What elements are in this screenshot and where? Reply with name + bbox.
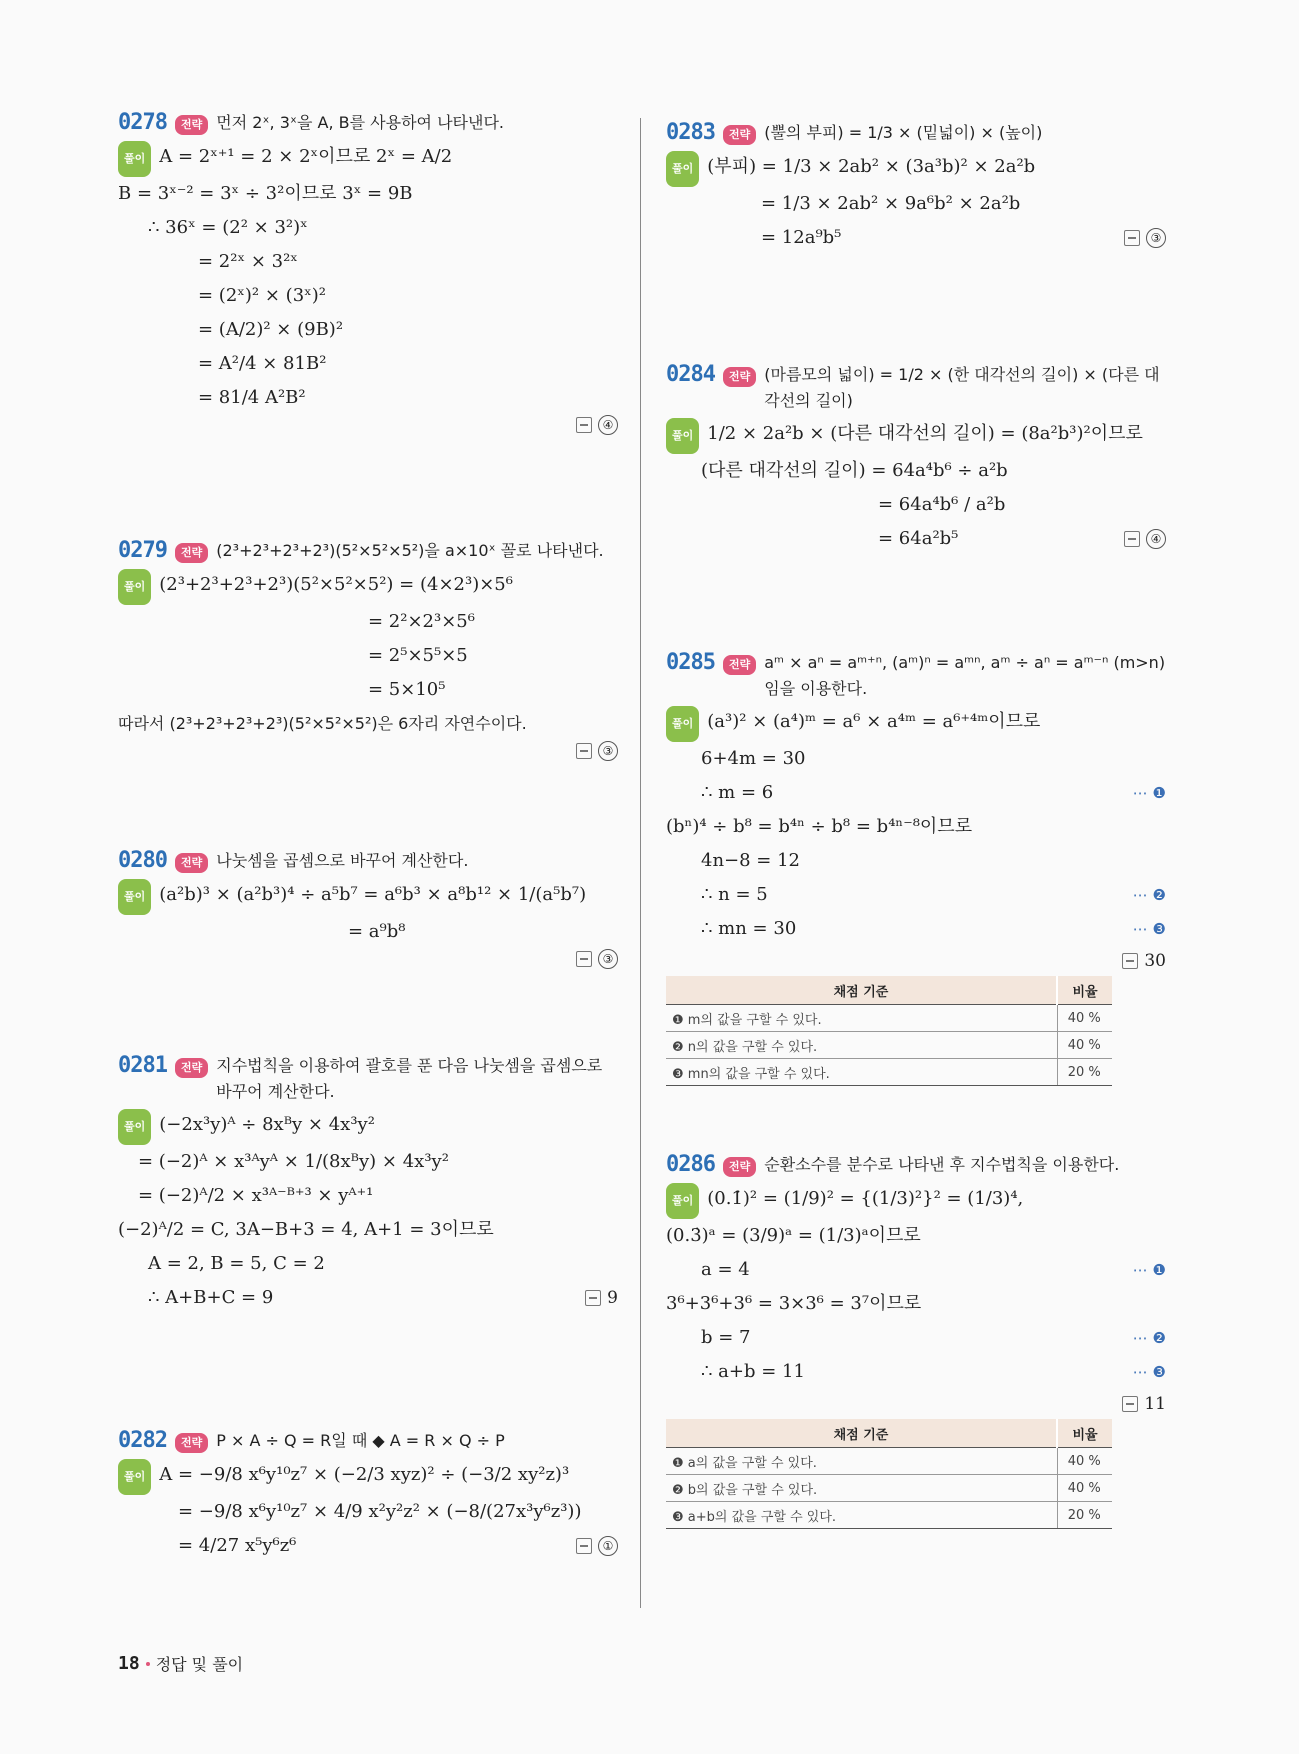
problem-number: 0286 [666,1152,715,1177]
criterion: ❸ mn의 값을 구할 수 있다. [666,1059,1057,1086]
solution-badge: 풀이 [118,879,151,915]
solution-badge: 풀이 [118,141,151,177]
problem-0278 [118,110,618,435]
answer [118,741,618,761]
math-line: = (−2)ᴬ/2 × x³ᴬ⁻ᴮ⁺³ × yᴬ⁺¹ [138,1185,374,1207]
problem-number: 0278 [118,110,167,135]
math-line: A = −9/8 x⁶y¹⁰z⁷ × (−2/3 xyz)² ÷ (−3/2 xy²z)³ [159,1463,570,1485]
strategy-badge: 전략 [175,115,208,135]
conclusion-text: 따라서 (2³+2³+2³+2³)(5²×5²×5²)은 6자리 자연수이다. [118,714,527,734]
math-line: ∴ a+b = 11 [701,1361,805,1383]
answer-value: 30 [1144,951,1166,972]
problem-0286 [666,1152,1166,1529]
answer-value: ④ [1146,529,1166,549]
math-line: 4n−8 = 12 [701,850,801,872]
grading-table [666,976,1112,1086]
answer-value: 11 [1144,1394,1166,1415]
math-line: A = 2, B = 5, C = 2 [148,1253,325,1275]
strategy-badge: 전략 [723,367,756,387]
problem-0284 [666,362,1166,556]
problem-0282 [118,1428,618,1563]
math-line: = 2²×2³×5⁶ [368,611,475,633]
strategy-badge: 전략 [723,125,756,145]
step-marker: ⋯ ❷ [1132,1329,1166,1348]
math-line: = 2⁵×5⁵×5 [368,645,468,667]
strategy-hint: aᵐ × aⁿ = aᵐ⁺ⁿ, (aᵐ)ⁿ = aᵐⁿ, aᵐ ÷ aⁿ = aᵐ⁻ⁿ (m>n)임을 이용한다. [764,653,1166,698]
criterion: ❷ b의 값을 구할 수 있다. [666,1475,1057,1502]
answer-value: ③ [598,949,618,969]
math-line: = −9/8 x⁶y¹⁰z⁷ × 4/9 x²y²z² × (−8/(27x³y⁶z³)) [178,1501,582,1523]
math-line: = 64a²b⁵ [878,528,959,550]
solution-badge: 풀이 [666,706,699,742]
answer-value: ③ [598,741,618,761]
math-line: = 12a⁹b⁵ [761,227,842,249]
strategy-hint: (2³+2³+2³+2³)(5²×5²×5²)을 a×10ˣ 꼴로 나타낸다. [216,541,604,560]
answer [666,946,1166,976]
math-line: ∴ m = 6 [701,782,774,804]
math-line: b = 7 [701,1327,751,1349]
strategy-hint: 먼저 2ˣ, 3ˣ을 A, B를 사용하여 나타낸다. [216,113,504,132]
math-line: = 1/3 × 2ab² × 9a⁶b² × 2a²b [761,193,1021,215]
math-line: (2³+2³+2³+2³)(5²×5²×5²) = (4×2³)×5⁶ [159,573,513,595]
problem-number: 0279 [118,538,167,563]
answer [666,1389,1166,1419]
strategy-hint: 순환소수를 분수로 나타낸 후 지수법칙을 이용한다. [764,1155,1120,1174]
strategy-badge: 전략 [175,853,208,873]
math-line: (a²b)³ × (a²b³)⁴ ÷ a⁵b⁷ = a⁶b³ × a⁸b¹² × 1/(a⁵b⁷) [159,883,587,905]
solution-badge: 풀이 [118,1459,151,1495]
problem-number: 0283 [666,120,715,145]
column-divider [640,118,641,1608]
problem-0281 [118,1053,618,1315]
math-line: a = 4 [701,1259,750,1281]
math-line: 3⁶+3⁶+3⁶ = 3×3⁶ = 3⁷이므로 [666,1293,922,1315]
strategy-badge: 전략 [175,543,208,563]
table-row [666,1502,1112,1529]
math-line: = 64a⁴b⁶ / a²b [878,494,1006,516]
answer-icon [1122,953,1138,969]
answer [1124,529,1166,549]
problem-number: 0280 [118,848,167,873]
strategy-hint: (뿔의 부피) = 1/3 × (밑넓이) × (높이) [764,123,1043,142]
page-footer [118,1652,243,1675]
math-line: = a⁹b⁸ [348,921,406,943]
answer [576,1536,618,1556]
ratio: 20 % [1057,1059,1112,1086]
problem-number: 0281 [118,1053,167,1078]
problem-number: 0282 [118,1428,167,1453]
ratio: 20 % [1057,1502,1112,1529]
problem-number: 0284 [666,362,715,387]
solution-badge: 풀이 [666,151,699,187]
problem-0283 [666,120,1166,255]
table-header: 채점 기준 [666,976,1057,1005]
problem-0280 [118,848,618,969]
ratio: 40 % [1057,1475,1112,1502]
table-header: 비율 [1057,976,1112,1005]
answer-icon [576,743,592,759]
math-line: (0.1̇)² = (1/9)² = {(1/3)²}² = (1/3)⁴, [707,1187,1024,1209]
ratio: 40 % [1057,1032,1112,1059]
step-marker: ⋯ ❷ [1132,886,1166,905]
table-row [666,1475,1112,1502]
answer-icon [1124,230,1140,246]
page-number: 18 [118,1653,140,1674]
math-line: ∴ n = 5 [701,884,768,906]
strategy-hint: 지수법칙을 이용하여 괄호를 푼 다음 나눗셈을 곱셈으로 바꾸어 계산한다. [216,1056,603,1101]
strategy-hint: (마름모의 넓이) = 1/2 × (한 대각선의 길이) × (다른 대각선의 길이) [764,365,1160,410]
strategy-badge: 전략 [723,655,756,675]
solution-badge: 풀이 [118,1109,151,1145]
table-row [666,1005,1112,1032]
table-header: 비율 [1057,1419,1112,1448]
math-line: (−2x³y)ᴬ ÷ 8xᴮy × 4x³y² [159,1113,375,1135]
strategy-hint: 나눗셈을 곱셈으로 바꾸어 계산한다. [216,851,469,870]
solution-badge: 풀이 [666,418,699,454]
answer-icon [1124,531,1140,547]
math-line: = 5×10⁵ [368,679,446,701]
math-line: (bⁿ)⁴ ÷ b⁸ = b⁴ⁿ ÷ b⁸ = b⁴ⁿ⁻⁸이므로 [666,816,973,838]
answer-icon [576,417,592,433]
math-line: = (A/2)² × (9B)² [198,319,344,341]
math-line: 6+4m = 30 [701,748,806,770]
math-line: = 2²ˣ × 3²ˣ [198,251,298,273]
answer [585,1283,618,1313]
strategy-hint: P × A ÷ Q = R일 때 ◆ A = R × Q ÷ P [216,1431,505,1450]
problem-0279 [118,538,618,761]
bullet-icon [146,1662,150,1666]
answer [118,949,618,969]
criterion: ❶ a의 값을 구할 수 있다. [666,1448,1057,1475]
math-line: (−2)ᴬ/2 = C, 3A−B+3 = 4, A+1 = 3이므로 [118,1219,494,1241]
table-header: 채점 기준 [666,1419,1057,1448]
math-line: (a³)² × (a⁴)ᵐ = a⁶ × a⁴ᵐ = a⁶⁺⁴ᵐ이므로 [707,710,1041,732]
ratio: 40 % [1057,1448,1112,1475]
answer-value: ① [598,1536,618,1556]
step-marker: ⋯ ❶ [1132,784,1166,803]
answer [118,415,618,435]
grading-table [666,1419,1112,1529]
math-line: ∴ mn = 30 [701,918,797,940]
footer-title: 정답 및 풀이 [155,1655,244,1674]
strategy-badge: 전략 [175,1058,208,1078]
answer-value: ④ [598,415,618,435]
math-line: = (2ˣ)² × (3ˣ)² [198,285,327,307]
strategy-badge: 전략 [175,1433,208,1453]
problem-0285 [666,650,1166,1086]
criterion: ❶ m의 값을 구할 수 있다. [666,1005,1057,1032]
math-line: = 81/4 A²B² [198,387,306,409]
solution-badge: 풀이 [666,1183,699,1219]
math-line: (부피) = 1/3 × 2ab² × (3a³b)² × 2a²b [707,155,1036,177]
math-line: = A²/4 × 81B² [198,353,327,375]
step-marker: ⋯ ❸ [1132,1363,1166,1382]
criterion: ❷ n의 값을 구할 수 있다. [666,1032,1057,1059]
ratio: 40 % [1057,1005,1112,1032]
answer-icon [576,1538,592,1554]
criterion: ❸ a+b의 값을 구할 수 있다. [666,1502,1057,1529]
table-row [666,1032,1112,1059]
strategy-badge: 전략 [723,1157,756,1177]
math-line: ∴ 36ˣ = (2² × 3²)ˣ [148,217,308,239]
math-line: = 4/27 x⁵y⁶z⁶ [178,1535,297,1557]
problem-number: 0285 [666,650,715,675]
answer [1124,228,1166,248]
answer-value: 9 [607,1288,618,1309]
answer-icon [576,951,592,967]
math-line: = (−2)ᴬ × x³ᴬyᴬ × 1/(8xᴮy) × 4x³y² [138,1151,449,1173]
answer-icon [1122,1396,1138,1412]
math-line: (다른 대각선의 길이) = 64a⁴b⁶ ÷ a²b [701,460,1008,482]
step-marker: ⋯ ❸ [1132,920,1166,939]
math-line: 1/2 × 2a²b × (다른 대각선의 길이) = (8a²b³)²이므로 [707,422,1143,444]
math-line: ∴ A+B+C = 9 [148,1287,274,1309]
step-marker: ⋯ ❶ [1132,1261,1166,1280]
answer-icon [585,1290,601,1306]
solution-badge: 풀이 [118,569,151,605]
math-line: A = 2ˣ⁺¹ = 2 × 2ˣ이므로 2ˣ = A/2 [159,145,453,167]
table-row [666,1448,1112,1475]
math-line: (0.3̇)ᵃ = (3/9)ᵃ = (1/3)ᵃ이므로 [666,1225,921,1247]
table-row [666,1059,1112,1086]
math-line: B = 3ˣ⁻² = 3ˣ ÷ 3²이므로 3ˣ = 9B [118,183,413,205]
answer-value: ③ [1146,228,1166,248]
